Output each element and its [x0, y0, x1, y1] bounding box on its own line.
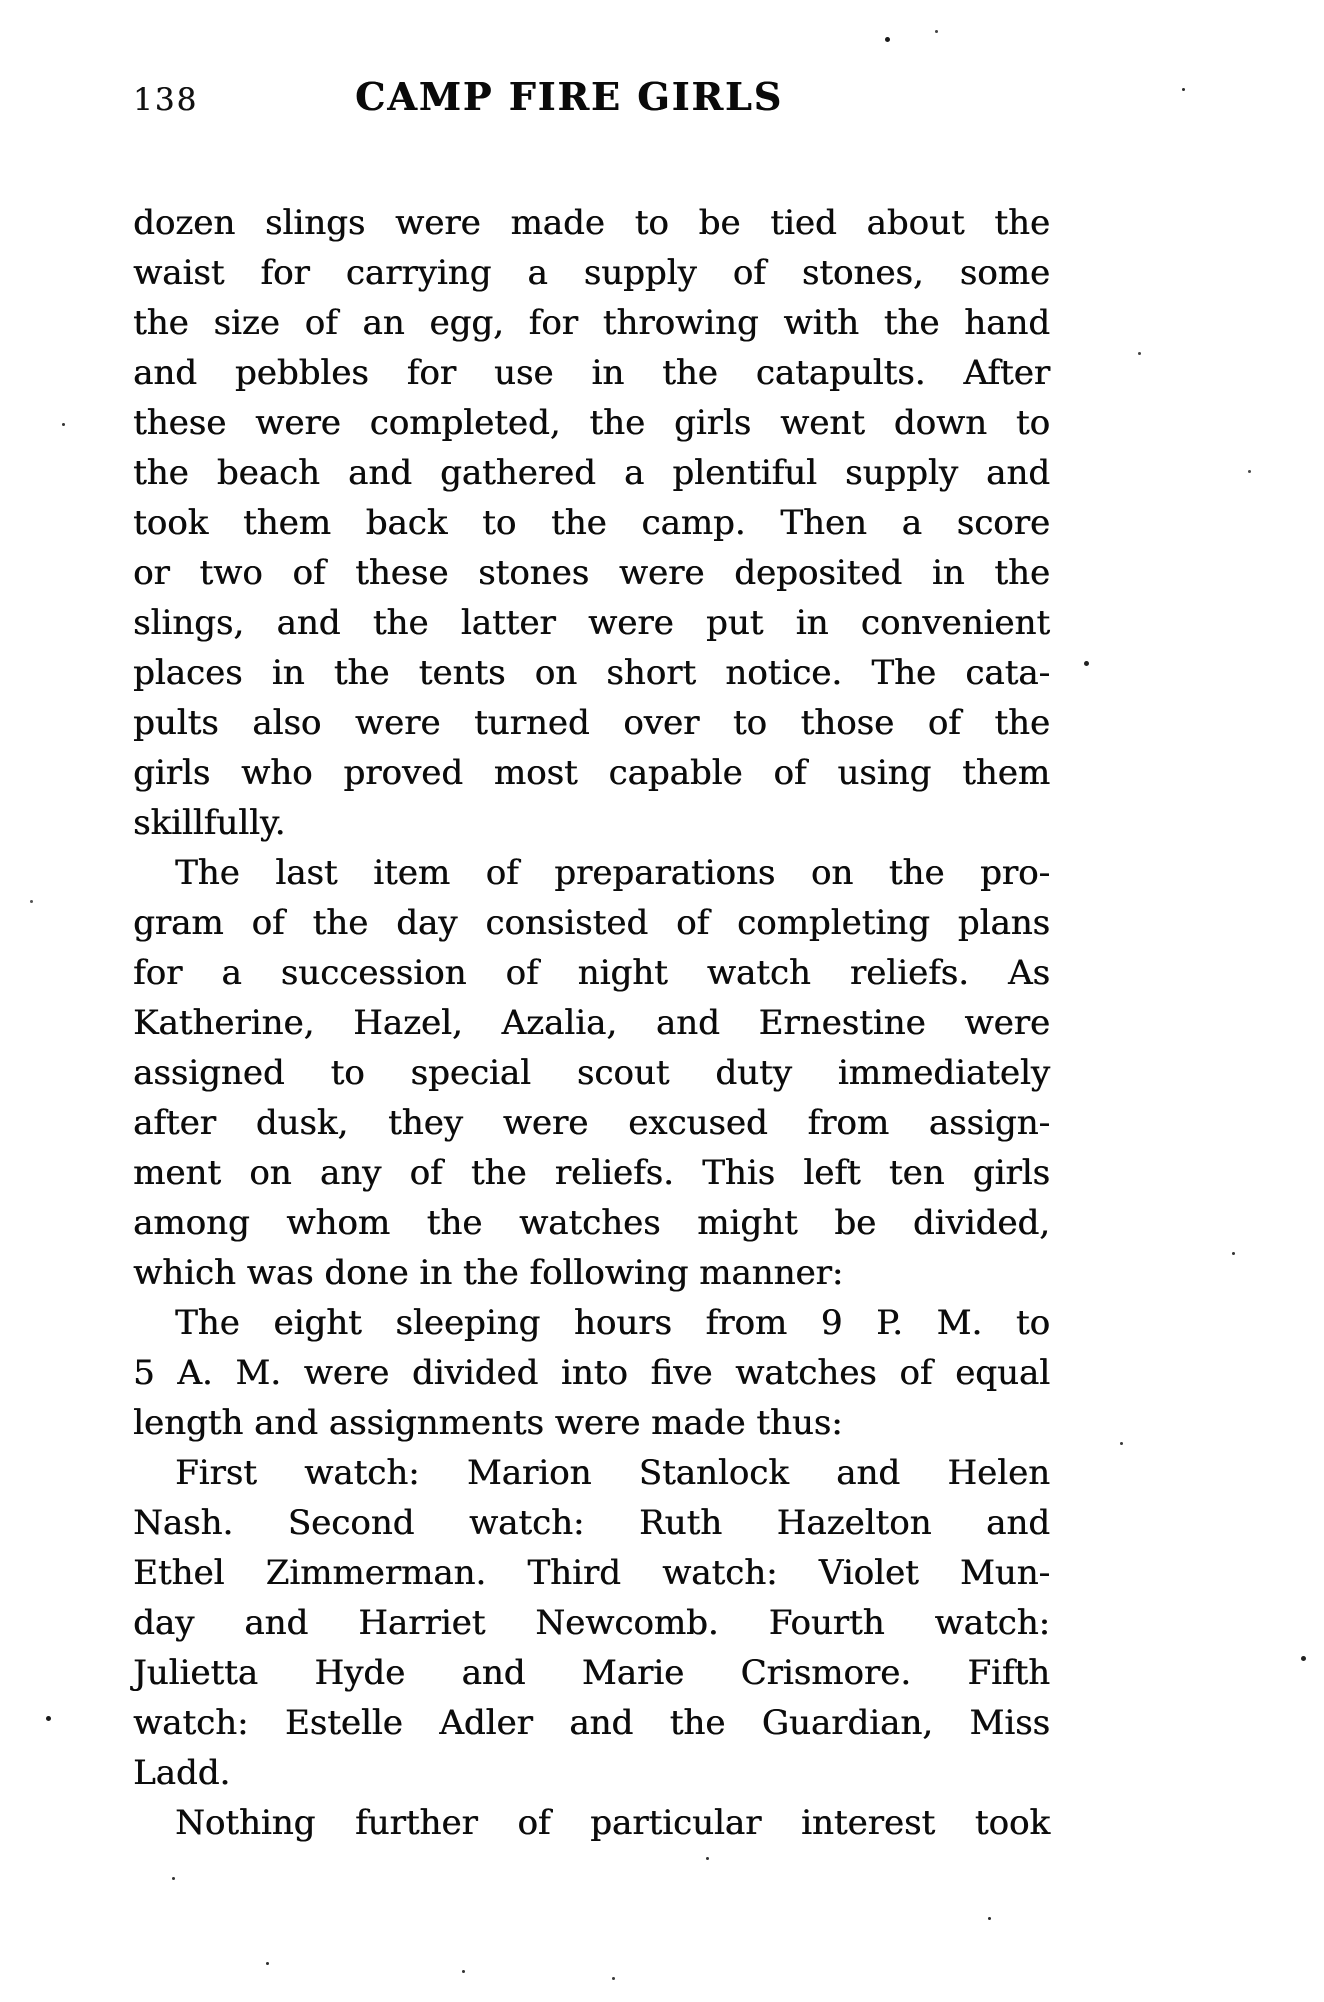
text-line: gram of the day consisted of completing plans	[133, 903, 1050, 943]
page-number: 138	[133, 82, 199, 118]
text-line: The last item of preparations on the pro-	[175, 853, 1050, 893]
page-title: CAMP FIRE GIRLS	[355, 74, 784, 119]
text-line: the size of an egg, for throwing with the hand	[133, 303, 1050, 343]
text-line: Katherine, Hazel, Azalia, and Ernestine were	[133, 1003, 1050, 1043]
text-line: Nothing further of particular interest took	[175, 1803, 1050, 1843]
text-line: after dusk, they were excused from assign-	[133, 1103, 1050, 1143]
text-line: The eight sleeping hours from 9 P. M. to	[175, 1303, 1050, 1343]
text-line: Julietta Hyde and Marie Crismore. Fifth	[133, 1653, 1050, 1693]
scan-noise-specks	[0, 0, 3, 3]
text-line: day and Harriet Newcomb. Fourth watch:	[133, 1603, 1050, 1643]
page-header	[133, 70, 1050, 132]
text-line: places in the tents on short notice. The cata-	[133, 653, 1050, 693]
text-line: watch: Estelle Adler and the Guardian, Miss	[133, 1703, 1050, 1743]
text-line: dozen slings were made to be tied about the	[133, 203, 1050, 243]
text-line: and pebbles for use in the catapults. After	[133, 353, 1050, 393]
text-line: Ladd.	[133, 1753, 231, 1793]
text-line: these were completed, the girls went down to	[133, 403, 1050, 443]
text-line: pults also were turned over to those of the	[133, 703, 1050, 743]
text-line: First watch: Marion Stanlock and Helen	[175, 1453, 1050, 1493]
text-line: ment on any of the reliefs. This left ten girls	[133, 1153, 1050, 1193]
page-body	[133, 198, 1050, 1848]
text-line: waist for carrying a supply of stones, some	[133, 253, 1050, 293]
text-line: the beach and gathered a plentiful supply and	[133, 453, 1050, 493]
text-line: which was done in the following manner:	[133, 1253, 844, 1293]
text-line: 5 A. M. were divided into five watches of equal	[133, 1353, 1050, 1393]
text-line: or two of these stones were deposited in the	[133, 553, 1050, 593]
text-line: Ethel Zimmerman. Third watch: Violet Mun-	[133, 1553, 1050, 1593]
text-line: assigned to special scout duty immediately	[133, 1053, 1050, 1093]
text-line: skillfully.	[133, 803, 286, 843]
text-line: took them back to the camp. Then a score	[133, 503, 1050, 543]
text-line: girls who proved most capable of using them	[133, 753, 1050, 793]
text-line: Nash. Second watch: Ruth Hazelton and	[133, 1503, 1050, 1543]
text-line: length and assignments were made thus:	[133, 1403, 843, 1443]
text-line: for a succession of night watch reliefs. As	[133, 953, 1050, 993]
text-line: among whom the watches might be divided,	[133, 1203, 1050, 1243]
text-line: slings, and the latter were put in convenient	[133, 603, 1050, 643]
